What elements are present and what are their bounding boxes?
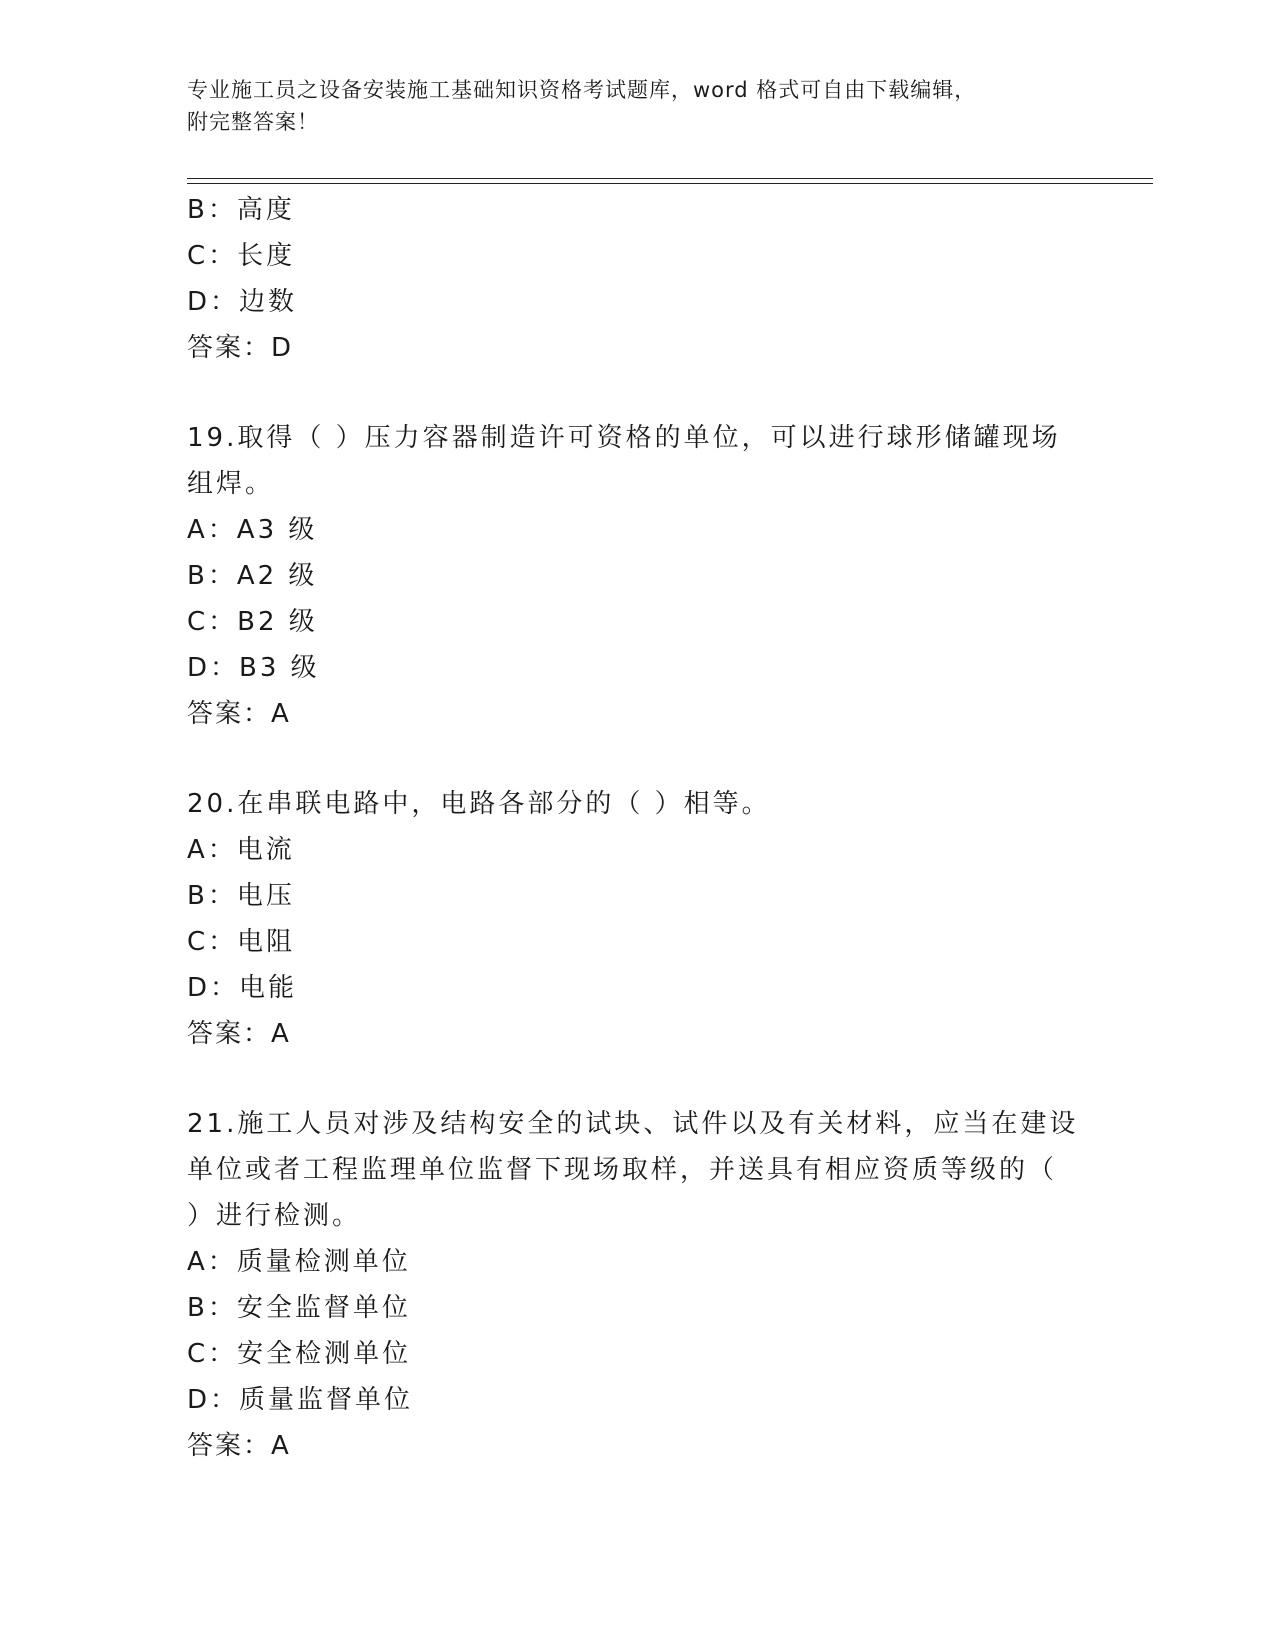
question-stem-line: 组焊。 xyxy=(187,469,275,499)
option-c: C：安全检测单位 xyxy=(187,1339,412,1369)
option-c: C：长度 xyxy=(187,241,296,271)
spacer xyxy=(187,737,1087,781)
header-rule-top xyxy=(187,178,1153,179)
option-d: D：电能 xyxy=(187,973,298,1003)
option-c: C：B2 级 xyxy=(187,607,318,637)
spacer xyxy=(187,371,1087,415)
answer-line: 答案：D xyxy=(187,333,294,363)
question-stem-line: 21.施工人员对涉及结构安全的试块、试件以及有关材料，应当在建设 xyxy=(187,1109,1079,1139)
question-18-continuation xyxy=(187,187,1087,371)
header-line-2: 附完整答案！ xyxy=(187,110,319,134)
question-19 xyxy=(187,415,1087,737)
spacer xyxy=(187,1057,1087,1101)
question-stem-line: 20.在串联电路中，电路各部分的（ ）相等。 xyxy=(187,789,771,819)
option-b: B：电压 xyxy=(187,881,295,911)
question-stem-line: ）进行检测。 xyxy=(187,1201,362,1231)
question-list xyxy=(187,187,1087,1469)
option-d: D：B3 级 xyxy=(187,653,320,683)
option-a: A：电流 xyxy=(187,835,295,865)
document-header xyxy=(187,74,1067,138)
option-a: A：质量检测单位 xyxy=(187,1247,411,1277)
option-b: B：A2 级 xyxy=(187,561,318,591)
option-b: B：安全监督单位 xyxy=(187,1293,411,1323)
option-b: B：高度 xyxy=(187,195,295,225)
question-stem-line: 单位或者工程监理单位监督下现场取样，并送具有相应资质等级的（ xyxy=(187,1155,1058,1185)
option-c: C：电阻 xyxy=(187,927,296,957)
option-a: A：A3 级 xyxy=(187,515,318,545)
option-d: D：质量监督单位 xyxy=(187,1385,414,1415)
answer-line: 答案：A xyxy=(187,1431,291,1461)
answer-line: 答案：A xyxy=(187,699,291,729)
header-rule-bottom xyxy=(187,183,1153,184)
question-stem-line: 19.取得（ ）压力容器制造许可资格的单位，可以进行球形储罐现场 xyxy=(187,423,1061,453)
question-20 xyxy=(187,781,1087,1057)
question-21 xyxy=(187,1101,1087,1469)
answer-line: 答案：A xyxy=(187,1019,291,1049)
header-line-1: 专业施工员之设备安装施工基础知识资格考试题库，word 格式可自由下载编辑， xyxy=(187,78,977,102)
option-d: D：边数 xyxy=(187,287,298,317)
